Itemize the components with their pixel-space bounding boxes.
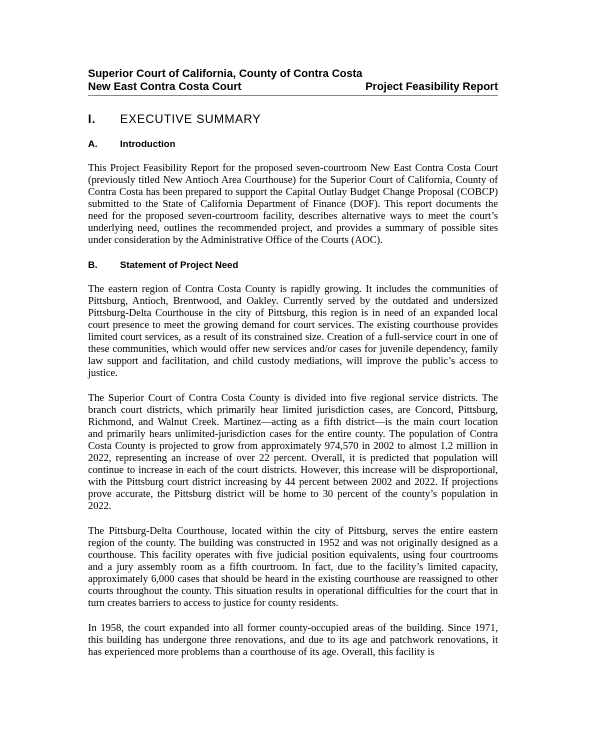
subsection-number: B. [88, 260, 98, 271]
paragraph [88, 393, 498, 513]
text-line: under consideration by the Administrative Office of the Courts (AOC). [88, 235, 383, 246]
text-line: Costa County is projected to grow from approximately 974,570 in 2002 to almost 1.2 million in [88, 441, 498, 452]
subsection-heading [88, 260, 498, 271]
text-line: approximately 6,000 cases that should be heard in the existing courthouse are reassigned to other [88, 574, 498, 585]
text-line: branch court districts, which primarily hear limited jurisdiction cases, are Concord, Pittsburg, [88, 405, 498, 416]
text-line: court presence to meet the growing demand for court services. The existing courthouse provides [88, 320, 498, 331]
paragraph [88, 526, 498, 610]
text-line: The Pittsburg-Delta Courthouse, located within the city of Pittsburg, serves the entire eastern [88, 526, 498, 537]
text-line: 2022. [88, 501, 112, 512]
text-line: limited court services, as a result of its constrained size. Creation of a full-service court in one of [88, 332, 498, 343]
text-line: The Superior Court of Contra Costa County is divided into five regional service districts. The [88, 393, 498, 404]
text-line: justice. [88, 368, 118, 379]
text-line: This Project Feasibility Report for the proposed seven-courtroom New East Contra Costa Court [88, 163, 498, 174]
paragraph [88, 284, 498, 380]
text-line: In 1958, the court expanded into all former county-occupied areas of the building. Since 1971, [88, 623, 498, 634]
text-line: underlying need, outlines the recommended project, and provides a summary of possible sites [88, 223, 498, 234]
text-line: has experienced more problems than a courthouse of its age. Overall, this facility is [88, 647, 435, 658]
text-line: region of the county. The building was constructed in 1952 and was not originally designed as a [88, 538, 498, 549]
text-line: courts throughout the county. This situation results in operational difficulties for the court that in [88, 586, 498, 597]
text-line: law support and facilitation, and child custody mediations, will improve the public’s access to [88, 356, 498, 367]
text-line: turn creates barriers to access to justice for county residents. [88, 598, 339, 609]
text-line: these communities, which would offer new services and/or cases for juvenile dependency, family [88, 344, 498, 355]
text-line: submitted to the State of California Department of Finance (DOF). This report documents the [88, 199, 498, 210]
text-line: and primarily hears unlimited-jurisdiction cases for the entire county. The population of Contra [88, 429, 498, 440]
subsection-title: Introduction [120, 139, 176, 150]
paragraph [88, 163, 498, 247]
text-line: prove accurate, the Pittsburg district will be home to 30 percent of the county’s population in [88, 489, 498, 500]
text-line: continue to increase in each of the court districts. However, this increase will be disproportional, [88, 465, 498, 476]
text-line: Richmond, and Walnut Creek. Martinez—acting as a fifth district—is the main court location [88, 417, 498, 428]
text-line: Pittsburg, Antioch, Brentwood, and Oakley. Currently served by the outdated and undersized [88, 296, 498, 307]
text-line: The eastern region of Contra Costa County is rapidly growing. It includes the communities of [88, 284, 498, 295]
section-heading [88, 112, 498, 126]
subsection-title: Statement of Project Need [120, 260, 239, 271]
text-line: with the Pittsburg court district increasing by 44 percent between 2002 and 2022. If projections [88, 477, 498, 488]
document-page [88, 68, 498, 659]
paragraph [88, 623, 498, 659]
header-project-name: New East Contra Costa Court [88, 81, 242, 93]
text-line: 2022, representing an increase of over 22 percent. Overall, it is predicted that population will [88, 453, 498, 464]
header-court-name: Superior Court of California, County of Contra Costa [88, 68, 363, 80]
running-header [88, 68, 498, 96]
section-number: I. [88, 112, 96, 126]
text-line: (previously titled New Antioch Area Courthouse) for the Superior Court of California, County of [88, 175, 498, 186]
text-line: Pittsburg-Delta Courthouse in the city of Pittsburg, this region is in need of an expanded local [88, 308, 498, 319]
text-line: this building has undergone three renovations, and due to its age and patchwork renovations, it [88, 635, 498, 646]
subsection-heading [88, 139, 498, 150]
text-line: courthouse. This facility operates with five judicial position equivalents, using four courtrooms [88, 550, 498, 561]
subsection-number: A. [88, 139, 98, 150]
text-line: and a jury assembly room as a fifth courtroom. In fact, due to the facility’s limited capacity, [88, 562, 498, 573]
text-line: Contra Costa has been prepared to support the Capital Outlay Budget Change Proposal (COBCP) [88, 187, 498, 198]
header-report-title: Project Feasibility Report [365, 81, 498, 93]
document-body [88, 139, 498, 659]
section-title: EXECUTIVE SUMMARY [120, 112, 261, 126]
text-line: need for the proposed seven-courtroom facility, describes alternative ways to meet the court’s [88, 211, 498, 222]
